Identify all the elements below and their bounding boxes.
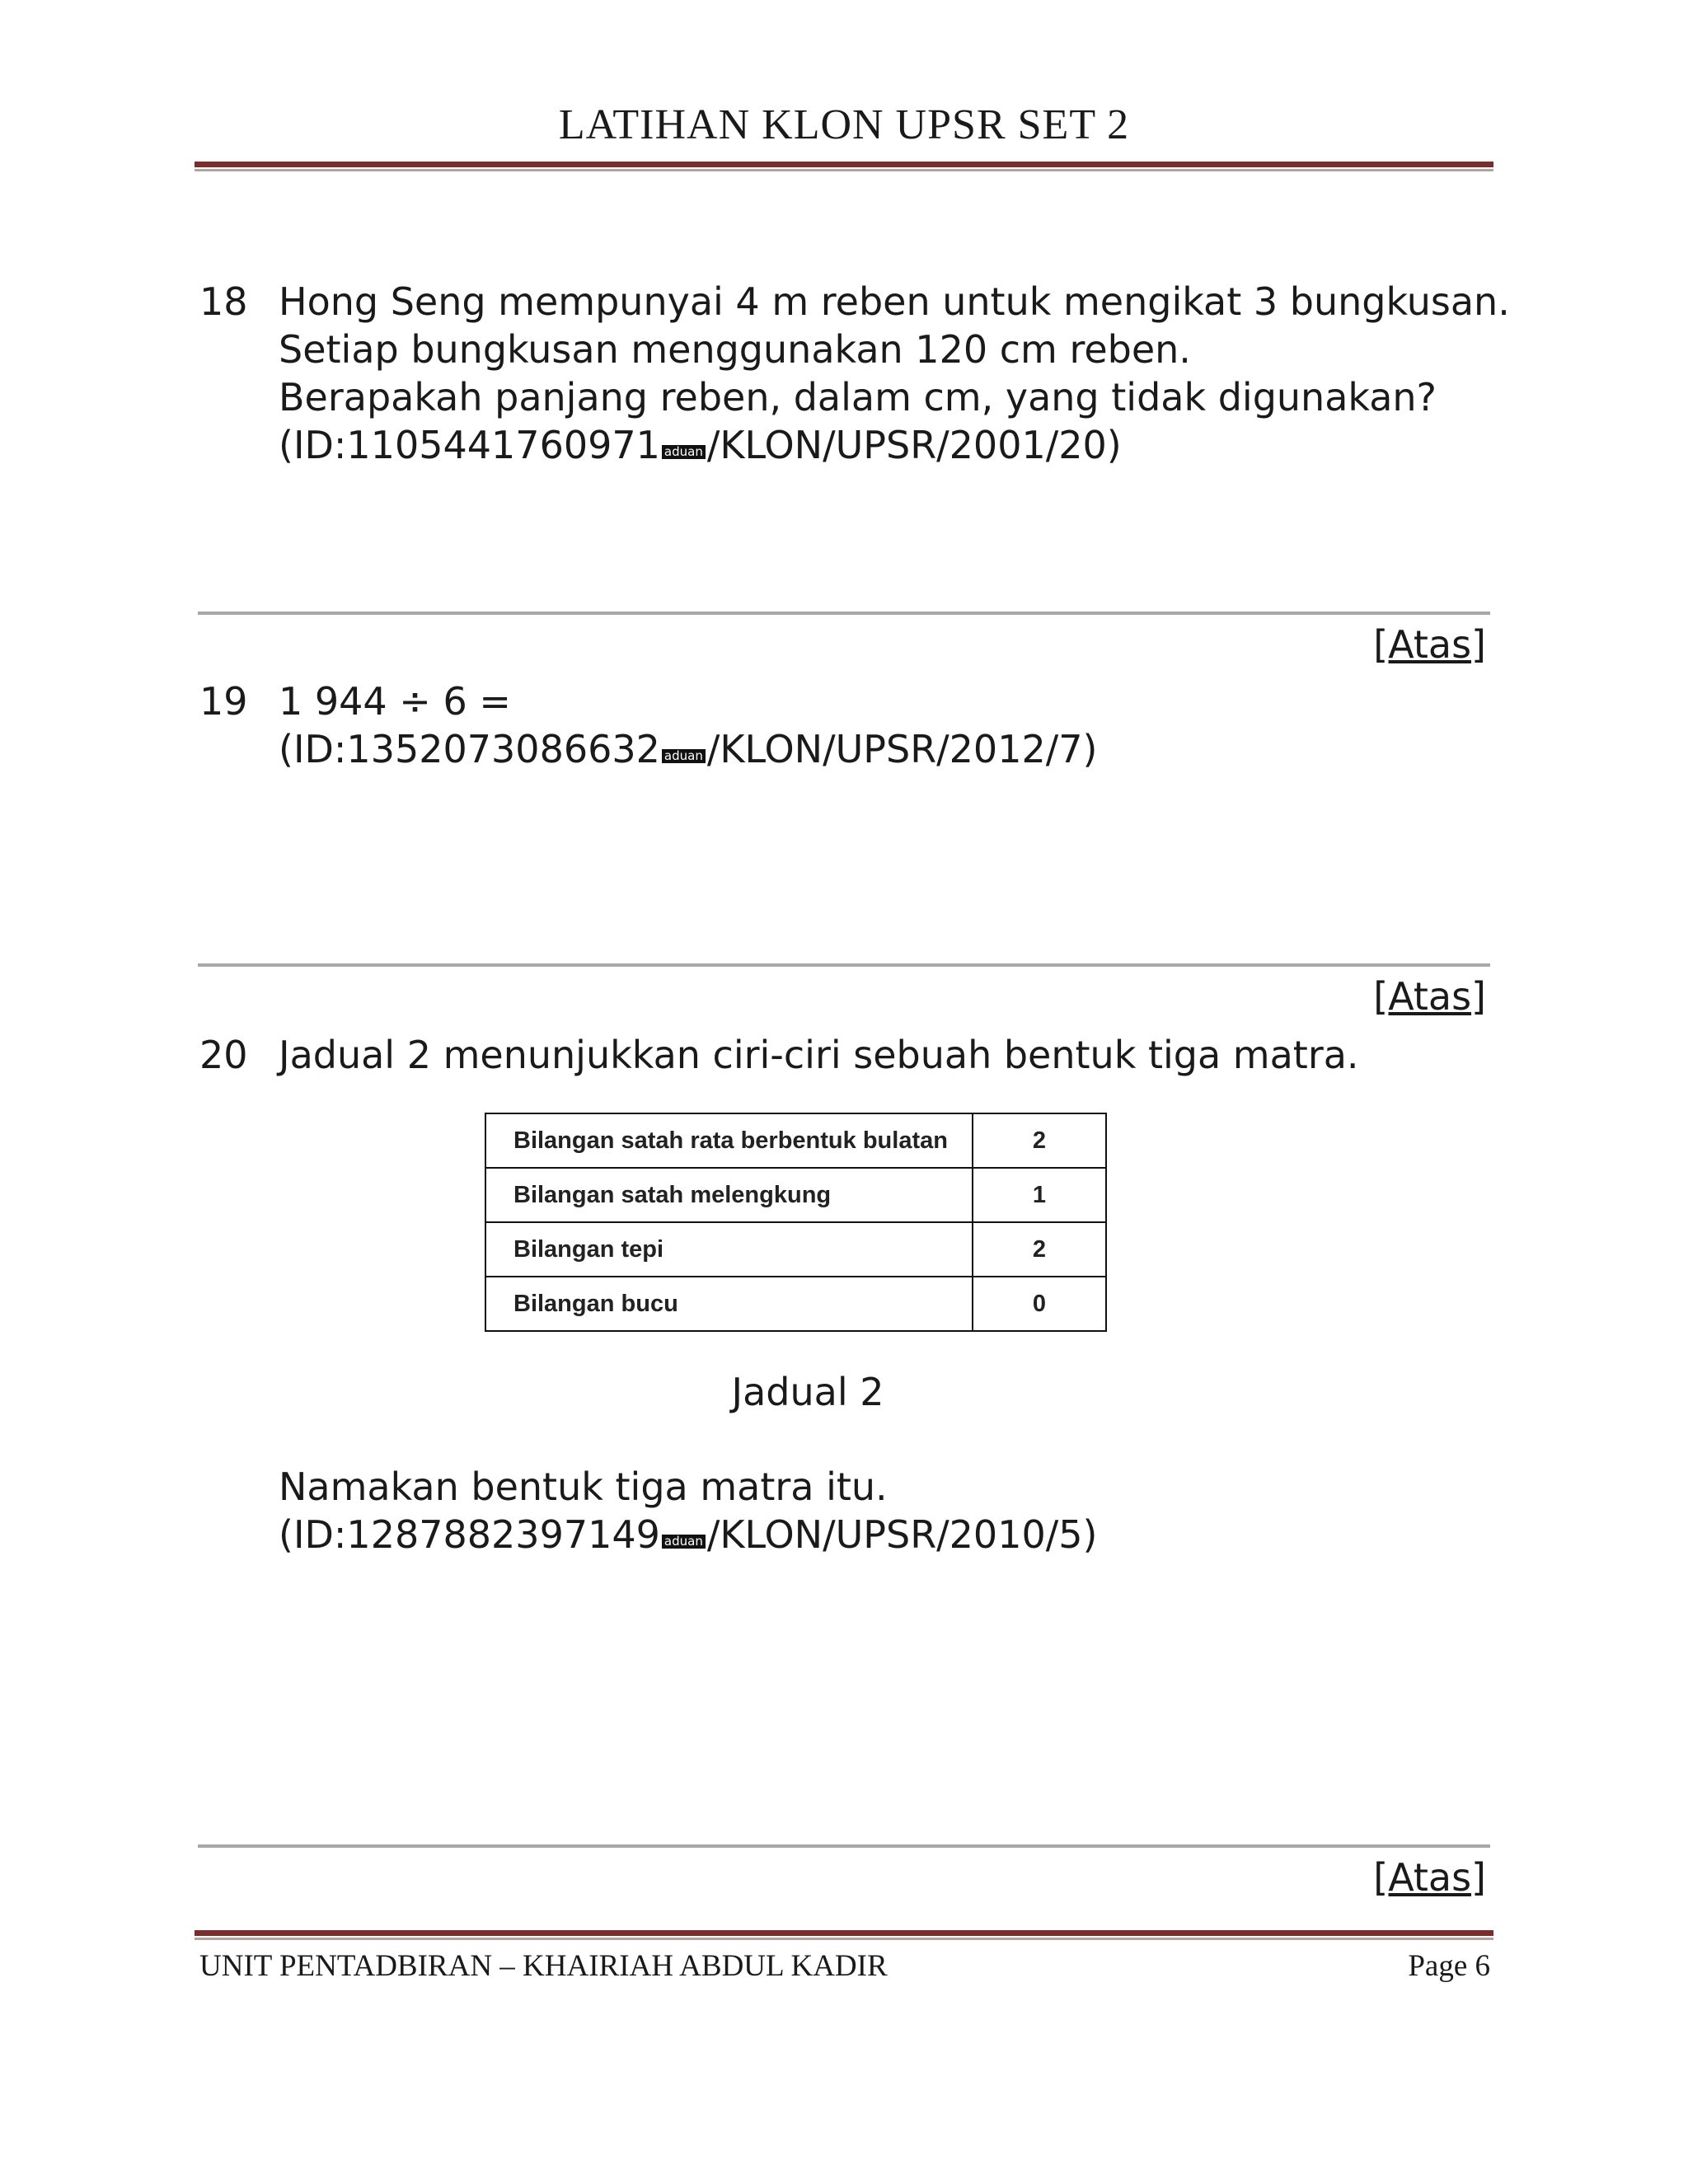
back-to-top-link[interactable]: [Atas] [1373,1855,1486,1900]
table-row [485,1222,1106,1277]
table-cell-label: Bilangan tepi [485,1222,973,1277]
back-to-top-link[interactable]: [Atas] [1373,974,1486,1019]
question-id-suffix: /KLON/UPSR/2012/7) [706,727,1098,771]
footer-rule [195,1930,1493,1936]
question-text: Hong Seng mempunyai 4 m reben untuk mengikat 3 bungkusan. [279,279,1510,324]
question-id-suffix: /KLON/UPSR/2010/5) [706,1512,1098,1557]
question-text: Setiap bungkusan menggunakan 120 cm reben. [279,327,1191,372]
question-id-suffix: /KLON/UPSR/2001/20) [706,423,1122,467]
aduan-button[interactable]: aduan [662,445,706,459]
table-caption: Jadual 2 [731,1370,884,1414]
page-title: LATIHAN KLON UPSR SET 2 [558,101,1130,148]
question-id-prefix: (ID:1105441760971 [279,423,660,467]
question-text: 1 944 ÷ 6 = [279,679,511,724]
question-id [279,727,1097,771]
table-row [485,1113,1106,1168]
question-prompt: Namakan bentuk tiga matra itu. [279,1465,888,1509]
question-id-prefix: (ID:1352073086632 [279,727,660,771]
table-cell-value: 1 [973,1168,1106,1222]
question-number: 19 [199,679,248,724]
header-rule-thin [195,169,1493,171]
back-to-top-link[interactable]: [Atas] [1373,622,1486,667]
question-id-prefix: (ID:1287882397149 [279,1512,660,1557]
question-separator [198,1844,1490,1848]
table-row [485,1168,1106,1222]
question-id [279,1512,1097,1557]
properties-table [485,1113,1107,1332]
table-cell-value: 2 [973,1222,1106,1277]
footer-rule-thin [195,1938,1493,1940]
question-separator [198,963,1490,967]
question-separator [198,612,1490,615]
page-number: Page 6 [1408,1949,1490,1983]
question-text: Jadual 2 menunjukkan ciri-ciri sebuah bentuk tiga matra. [279,1033,1359,1077]
footer-text: UNIT PENTADBIRAN – KHAIRIAH ABDUL KADIR [199,1949,888,1983]
table-cell-label: Bilangan bucu [485,1277,973,1331]
question-number: 18 [199,279,248,324]
question-number: 20 [199,1033,248,1077]
aduan-button[interactable]: aduan [662,749,706,763]
question-id [279,423,1122,467]
table-cell-label: Bilangan satah rata berbentuk bulatan [485,1113,973,1168]
table-cell-value: 0 [973,1277,1106,1331]
aduan-button[interactable]: aduan [662,1535,706,1549]
question-text: Berapakah panjang reben, dalam cm, yang tidak digunakan? [279,375,1437,419]
table-row [485,1277,1106,1331]
table-cell-value: 2 [973,1113,1106,1168]
header-rule [195,162,1493,167]
table-cell-label: Bilangan satah melengkung [485,1168,973,1222]
